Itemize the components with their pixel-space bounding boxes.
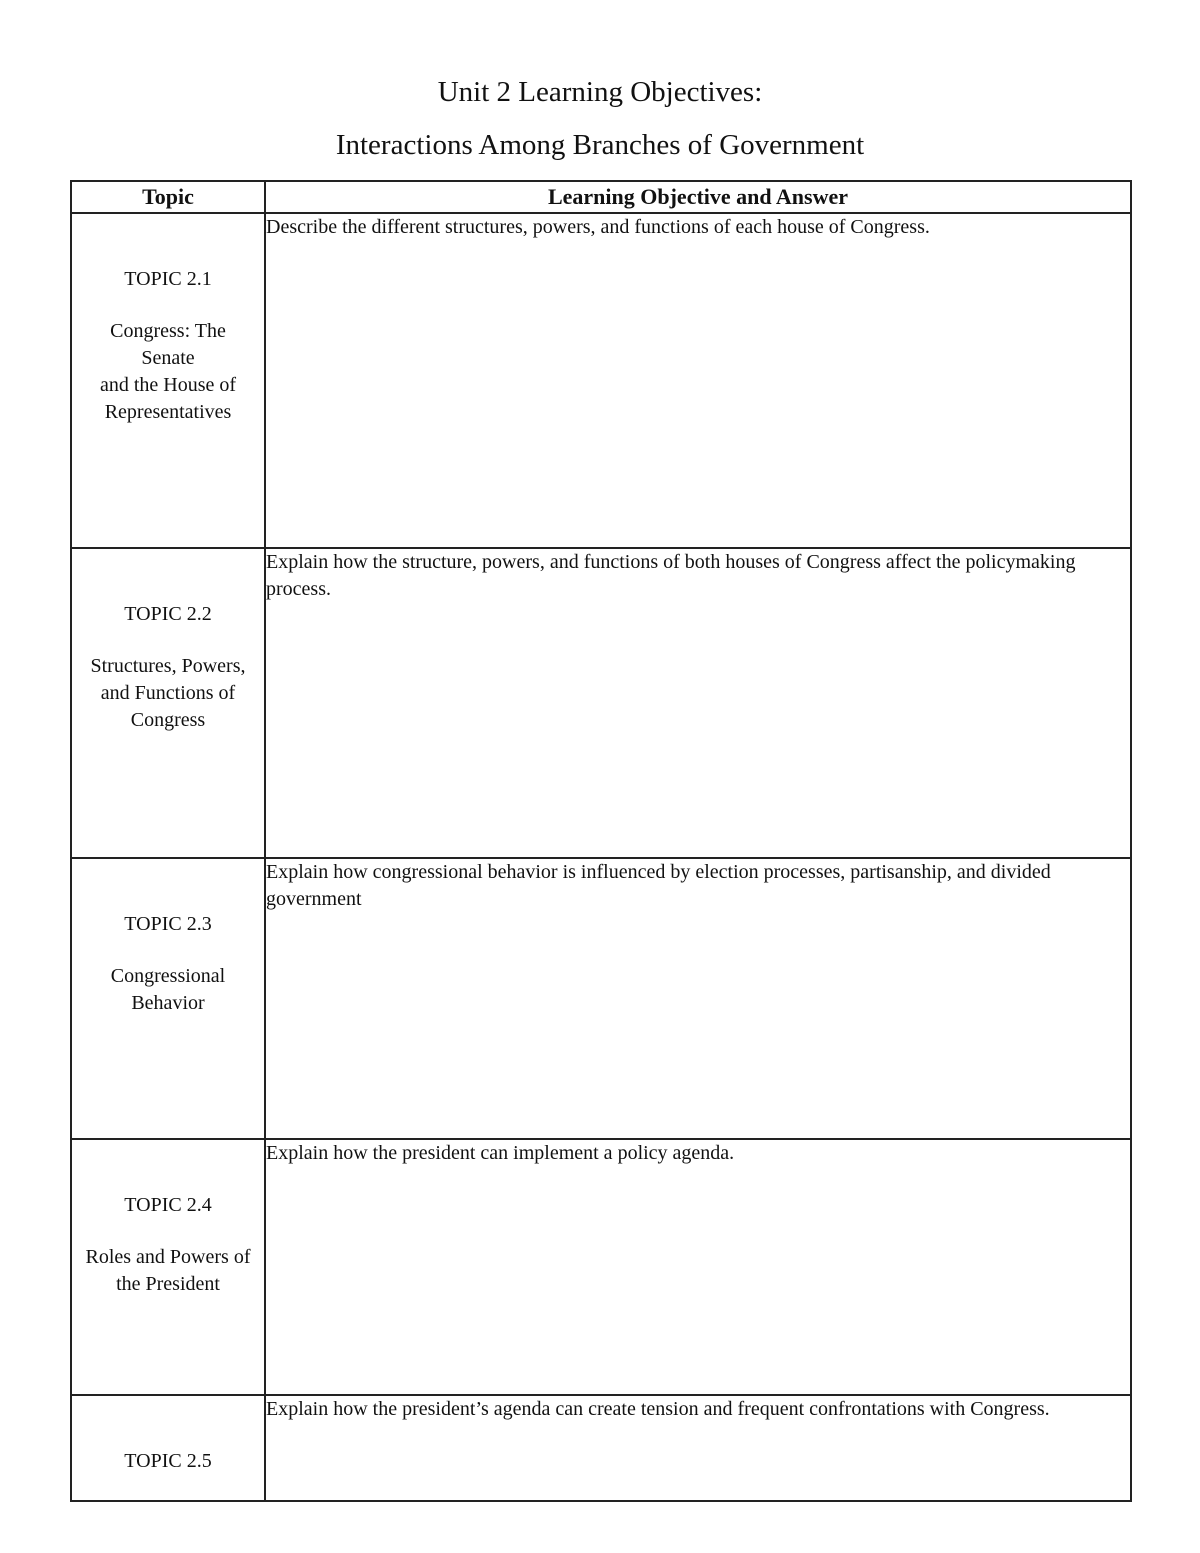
topic-cell — [71, 858, 265, 1139]
objective-cell[interactable]: Explain how congressional behavior is influenced by election processes, partisanship, and divided government — [265, 858, 1131, 1139]
topic-name: Congressional Behavior — [110, 965, 226, 1014]
topic-cell — [71, 1395, 265, 1501]
objective-cell[interactable]: Describe the different structures, powers, and functions of each house of Congress. — [265, 213, 1131, 548]
topic-cell — [71, 213, 265, 548]
objective-cell[interactable]: Explain how the president’s agenda can create tension and frequent confrontations with Congress. — [265, 1395, 1131, 1501]
table-row — [71, 1139, 1131, 1395]
topic-number: TOPIC 2.2 — [124, 603, 212, 625]
topic-cell — [71, 548, 265, 858]
topic-name: Structures, Powers, and Functions of Congress — [90, 655, 246, 731]
topic-number: TOPIC 2.5 — [124, 1450, 212, 1472]
topic-number: TOPIC 2.1 — [124, 268, 212, 290]
document-subtitle: Interactions Among Branches of Government — [335, 129, 865, 161]
topic-number: TOPIC 2.3 — [124, 913, 212, 935]
table-row — [71, 858, 1131, 1139]
header-learning-objective: Learning Objective and Answer — [265, 181, 1131, 213]
topic-cell — [71, 1139, 265, 1395]
table-row — [71, 548, 1131, 858]
table-header-row — [71, 181, 1131, 213]
objective-cell[interactable]: Explain how the structure, powers, and functions of both houses of Congress affect the policymaking process. — [265, 548, 1131, 858]
topic-name: Roles and Powers of the President — [85, 1246, 251, 1295]
topic-name: Congress: The Senate and the House of Representatives — [99, 320, 237, 423]
header-topic: Topic — [71, 181, 265, 213]
document-title: Unit 2 Learning Objectives: — [437, 76, 763, 108]
table-row — [71, 213, 1131, 548]
learning-objectives-table — [70, 180, 1132, 1502]
topic-number: TOPIC 2.4 — [124, 1194, 212, 1216]
table-row — [71, 1395, 1131, 1501]
objective-cell[interactable]: Explain how the president can implement a policy agenda. — [265, 1139, 1131, 1395]
